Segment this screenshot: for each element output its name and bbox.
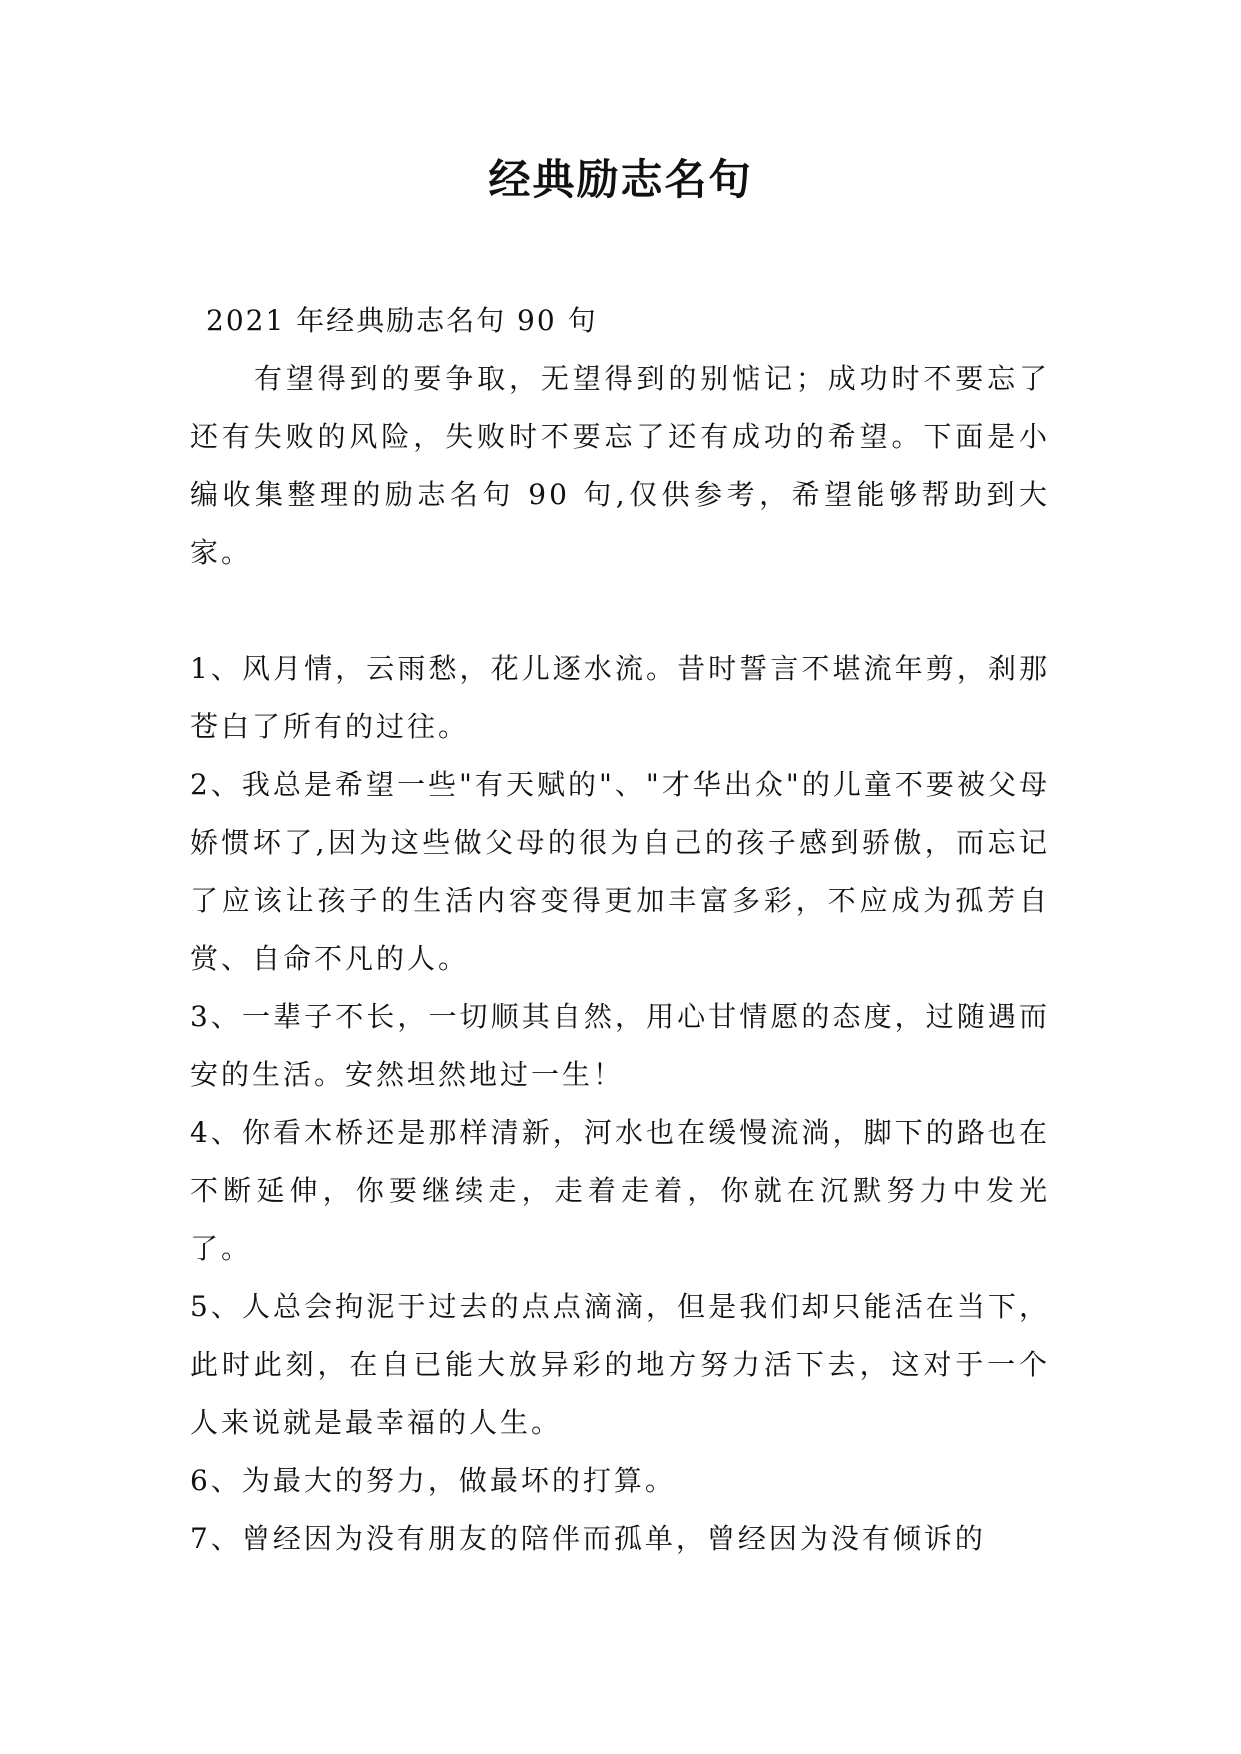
document-subtitle: 2021 年经典励志名句 90 句 bbox=[206, 304, 598, 337]
quote-item: 7、曾经因为没有朋友的陪伴而孤单，曾经因为没有倾诉的 bbox=[190, 1522, 986, 1555]
quote-item: 3、一辈子不长，一切顺其自然，用心甘情愿的态度，过随遇而安的生活。安然坦然地过一生！ bbox=[190, 1000, 1050, 1091]
document-title: 经典励志名句 bbox=[488, 155, 753, 204]
intro-paragraph: 有望得到的要争取，无望得到的别惦记；成功时不要忘了还有失败的风险，失败时不要忘了还有成功的希望。下面是小编收集整理的励志名句 90 句,仅供参考，希望能够帮助到大家。 bbox=[190, 362, 1050, 569]
quote-item: 5、人总会拘泥于过去的点点滴滴，但是我们却只能活在当下，此时此刻，在自已能大放异彩的地方努力活下去，这对于一个人来说就是最幸福的人生。 bbox=[190, 1290, 1050, 1439]
quote-item: 6、为最大的努力，做最坏的打算。 bbox=[190, 1464, 676, 1497]
quote-item: 2、我总是希望一些"有天赋的"、"才华出众"的儿童不要被父母娇惯坏了,因为这些做父母的很为自己的孩子感到骄傲，而忘记了应该让孩子的生活内容变得更加丰富多彩，不应成为孤芳自赏、自命不凡的人。 bbox=[190, 768, 1050, 975]
paragraph-spacer bbox=[190, 582, 1050, 640]
document-body bbox=[190, 292, 1050, 1568]
quote-item: 4、你看木桥还是那样清新，河水也在缓慢流淌，脚下的路也在不断延伸，你要继续走，走着走着，你就在沉默努力中发光了。 bbox=[190, 1116, 1050, 1265]
quote-item: 1、风月情，云雨愁，花儿逐水流。昔时誓言不堪流年剪，刹那苍白了所有的过往。 bbox=[190, 652, 1050, 743]
